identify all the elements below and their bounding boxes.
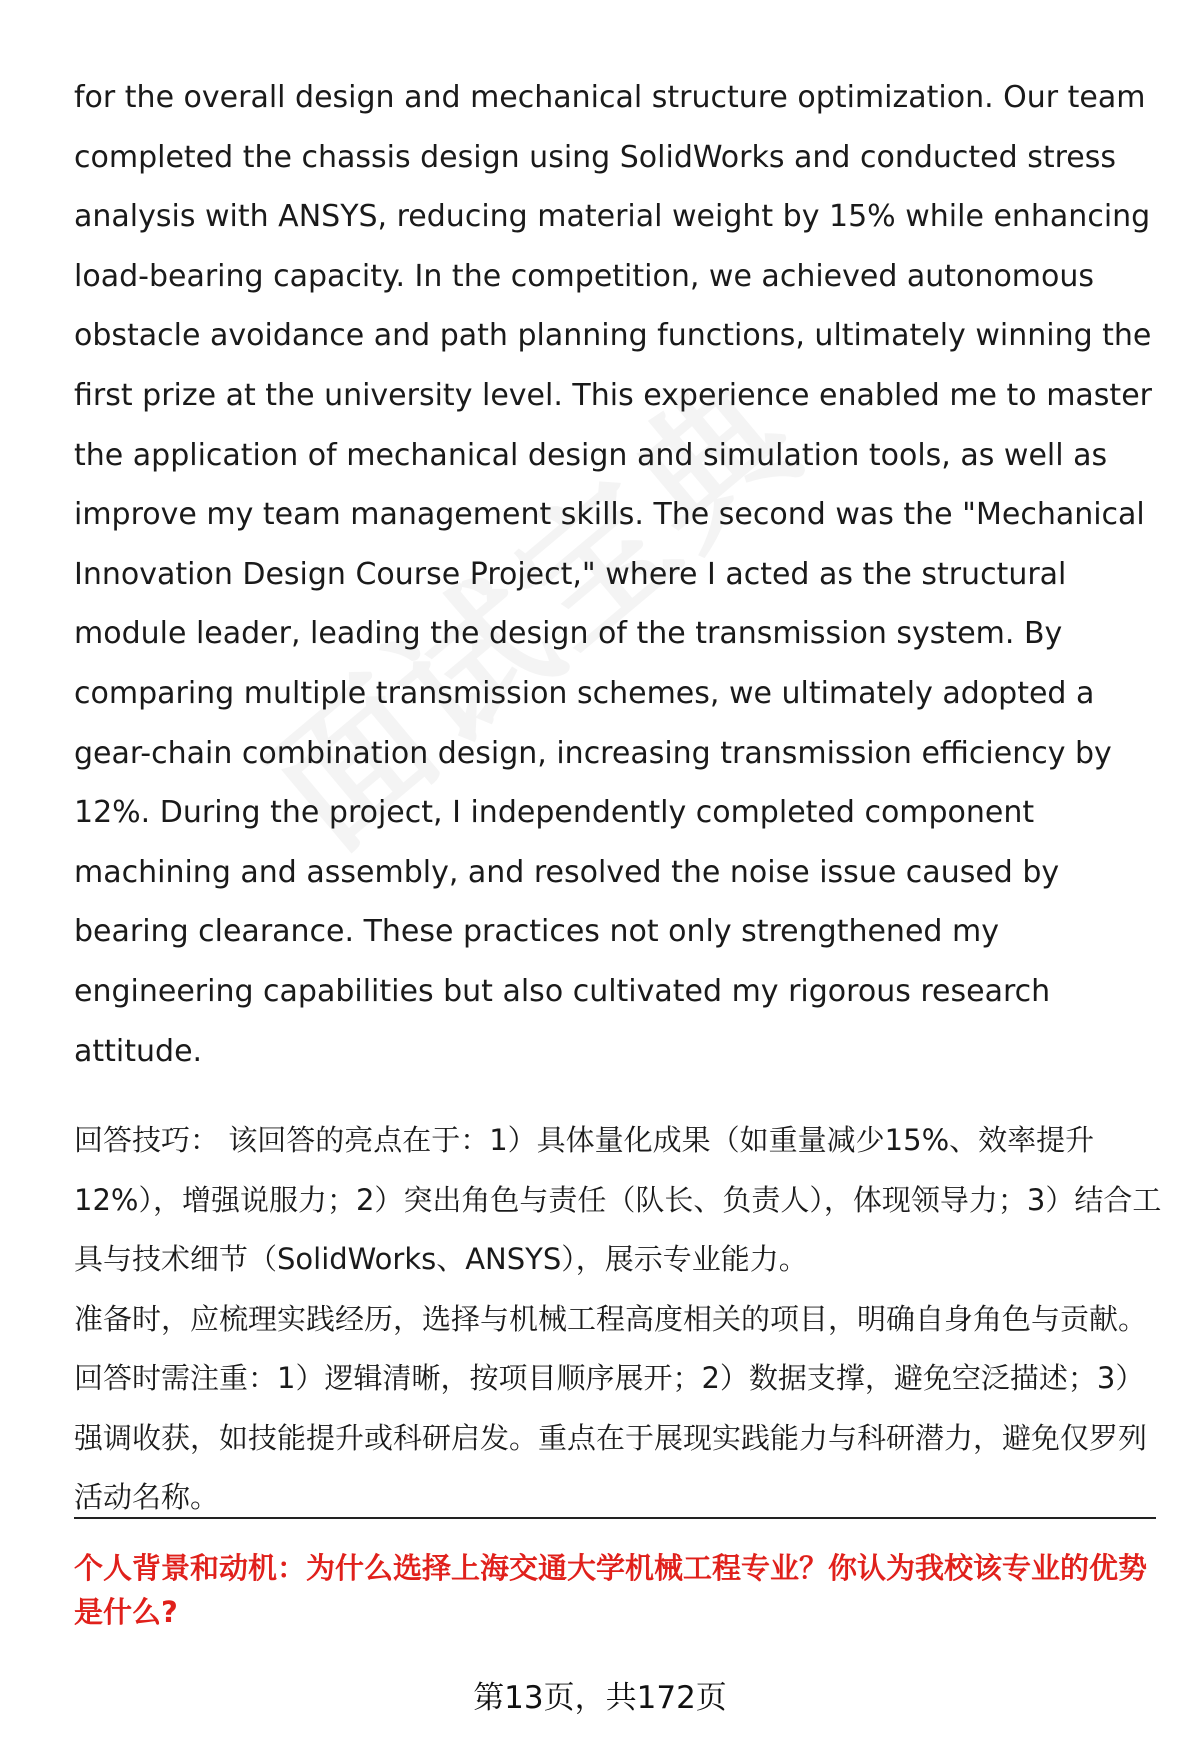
answer-paragraph: for the overall design and mechanical structure optimization. Our team completed the chassis design using SolidWorks and conducted stress analysis with ANSYS, reducing material weight by 15% while enhancing load-bearing capacity. In the competition, we achieved autonomous obstacle avoidance and path planning functions, ultimately winning the first prize at the university level. This experience enabled me to master the application of mechanical design and simulation tools, as well as improve my team management skills. The second was the "Mechanical Innovation Design Course Project," where I acted as the structural module leader, leading the design of the transmission system. By comparing multiple transmission schemes, we ultimately adopted a gear-chain combination design, increasing transmission efficiency by 12%. During the project, I independently completed component machining and assembly, and resolved the noise issue caused by bearing clearance. These practices not only strengthened my engineering capabilities but also cultivated my rigorous research attitude.	[74, 80, 1152, 1069]
tips-paragraph-1: 回答技巧： 该回答的亮点在于：1）具体量化成果（如重量减少15%、效率提升12%），增强说服力；2）突出角色与责任（队长、负责人），体现领导力；3）结合工具与技术细节（SolidWorks、ANSYS），展示专业能力。	[74, 1123, 1162, 1277]
page-number: 第13页，共172页	[473, 1680, 727, 1716]
section-divider	[74, 1517, 1156, 1519]
tips-paragraph-2: 准备时，应梳理实践经历，选择与机械工程高度相关的项目，明确自身角色与贡献。回答时需注重：1）逻辑清晰，按项目顺序展开；2）数据支撑，避免空泛描述；3）强调收获，如技能提升或科研启发。重点在于展现实践能力与科研潜力，避免仅罗列活动名称。	[74, 1301, 1148, 1515]
answer-tips	[74, 1111, 1166, 1528]
next-question-heading: 个人背景和动机：为什么选择上海交通大学机械工程专业？你认为我校该专业的优势是什么?	[74, 1551, 1148, 1629]
page-content	[74, 68, 1166, 1528]
